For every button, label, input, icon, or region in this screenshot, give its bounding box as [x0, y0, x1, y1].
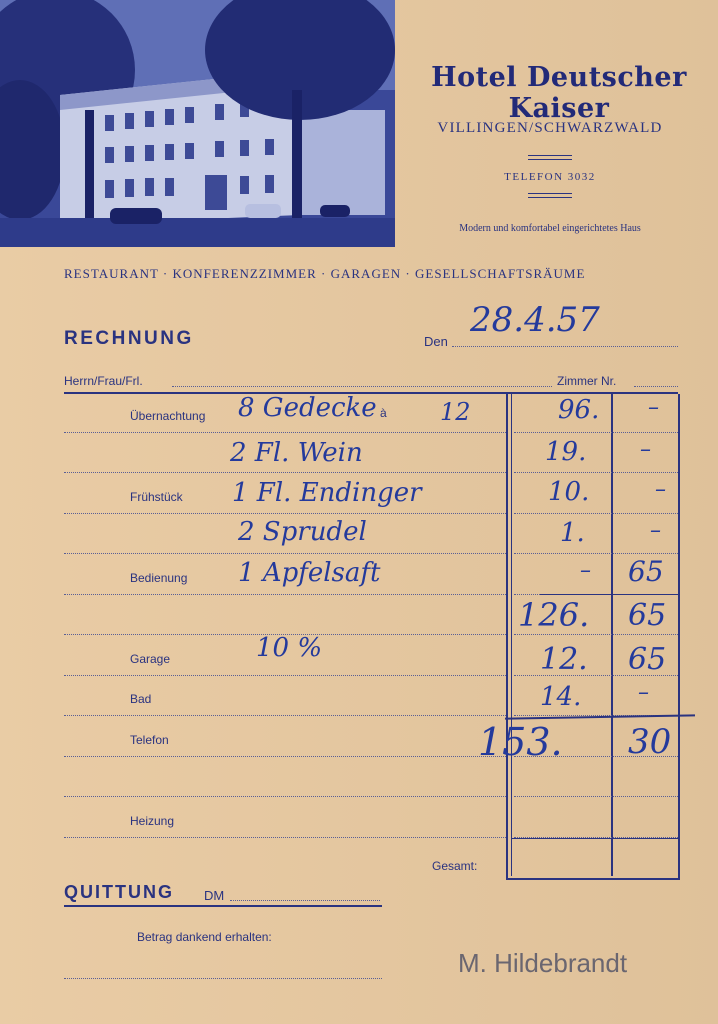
header-rule [528, 193, 572, 194]
table-col-left-inner [511, 394, 512, 876]
row-guide [64, 796, 506, 797]
item-pf: – [650, 518, 661, 543]
row-guide [514, 837, 678, 838]
receipt-dotted-line [230, 900, 380, 901]
row-guide [514, 513, 678, 514]
guest-dotted-line [172, 386, 552, 387]
item-pf: – [648, 395, 659, 420]
row-guide [64, 553, 506, 554]
services-line: RESTAURANT · KONFERENZZIMMER · GARAGEN · GESELLSCHAFTSRÄUME [64, 266, 586, 281]
signature-dotted-line [64, 978, 382, 979]
total-label: Gesamt: [432, 859, 478, 873]
header-rule [528, 155, 572, 156]
row-guide [64, 715, 506, 716]
row-guide [514, 553, 678, 554]
row-guide [64, 675, 506, 676]
item-pf: – [640, 437, 651, 462]
row-guide [64, 837, 506, 838]
bath-dm: 14. [540, 682, 582, 712]
item-dm: 1. [560, 518, 585, 548]
header-rule [528, 159, 572, 160]
row-guide [64, 472, 506, 473]
date-label: Den [424, 334, 448, 349]
invoice-title: RECHNUNG [64, 328, 194, 349]
hotel-city: VILLINGEN/SCHWARZWALD [437, 120, 663, 136]
date-dotted-line [452, 346, 678, 347]
receipt-rule [64, 905, 382, 907]
item-desc: 2 Fl. Wein [230, 438, 363, 468]
service-dm: 12. [540, 642, 588, 677]
date-handwritten: 28.4.57 [470, 300, 600, 340]
row-guide [514, 796, 678, 797]
item-dm: 96. [558, 395, 600, 425]
hotel-telephone: TELEFON 3032 [504, 171, 596, 183]
row-label-fruehstueck: Frühstück [130, 490, 183, 504]
item-dm: 10. [548, 477, 590, 507]
hotel-photo [0, 0, 395, 247]
receipt-currency: DM [204, 888, 225, 903]
row-label-telefon: Telefon [130, 733, 169, 747]
row-guide [64, 513, 506, 514]
item-dm: – [580, 558, 591, 583]
row-label-uebernachtung: Übernachtung [130, 409, 206, 423]
header-rule [528, 197, 572, 198]
watermark: M. Hildebrandt [458, 948, 628, 978]
service-note: 10 % [256, 633, 323, 663]
subtotal-rule [540, 594, 678, 595]
table-col-left [506, 394, 508, 880]
total-dm: 153. [478, 720, 563, 764]
row-guide [514, 472, 678, 473]
subtotal-dm: 126. [518, 596, 590, 634]
item-dm: 19. [545, 437, 587, 467]
row-guide [64, 594, 506, 595]
room-dotted-line [634, 386, 678, 387]
bath-pf: – [638, 680, 649, 705]
table-bottom-rule [506, 878, 680, 880]
table-total-rule [511, 838, 680, 839]
row-guide [514, 432, 678, 433]
hotel-name: Hotel Deutscher Kaiser [431, 62, 687, 124]
guest-label: Herrn/Frau/Frl. [64, 374, 143, 388]
room-label: Zimmer Nr. [557, 374, 617, 388]
table-col-mid [611, 394, 613, 876]
subtotal-pf: 65 [628, 598, 667, 633]
table-col-right [678, 394, 680, 880]
row-guide [64, 432, 506, 433]
service-pf: 65 [628, 642, 667, 677]
item-pf: 65 [628, 555, 664, 588]
hotel-tagline: Modern und komfortabel eingerichtetes Haus [459, 223, 641, 234]
total-pf: 30 [628, 722, 672, 762]
receipt-text: Betrag dankend erhalten: [137, 930, 272, 944]
item-desc: 2 Sprudel [238, 517, 367, 547]
receipt-title: QUITTUNG [64, 882, 174, 902]
row-guide [64, 756, 506, 757]
row-guide [514, 634, 678, 635]
item-desc: 1 Fl. Endinger [232, 478, 422, 508]
row-label-bad: Bad [130, 692, 152, 706]
row-label-heizung: Heizung [130, 814, 175, 828]
row-label-bedienung: Bedienung [130, 571, 188, 585]
item-price-note: 12 [440, 398, 471, 426]
item-pf: – [655, 477, 666, 502]
a-marker: à [380, 406, 387, 420]
item-desc: 1 Apfelsaft [238, 558, 381, 588]
row-label-garage: Garage [130, 652, 171, 666]
item-desc: 8 Gedecke [238, 393, 377, 423]
